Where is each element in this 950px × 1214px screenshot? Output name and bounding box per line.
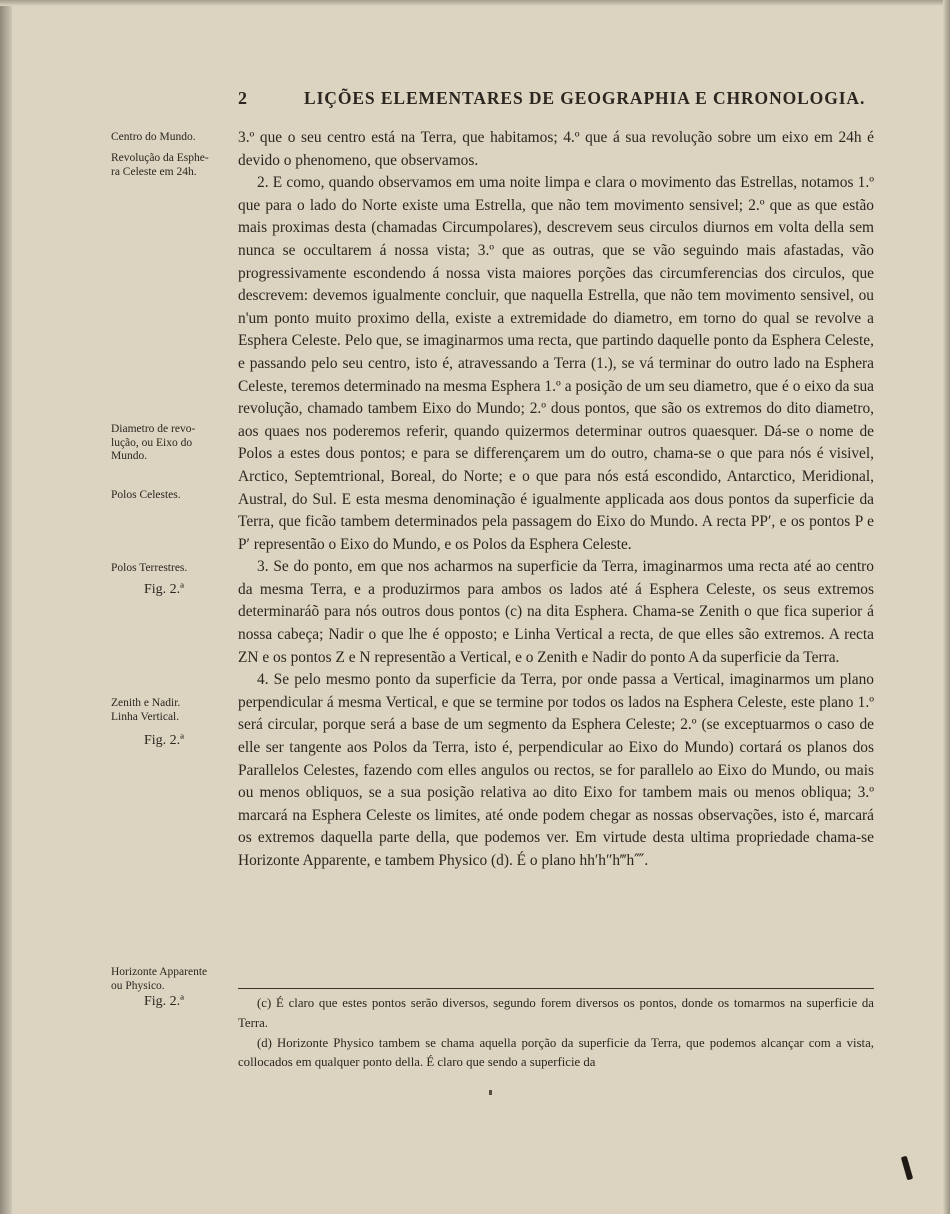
paragraph: 3.º que o seu centro está na Terra, que habitamos; 4.º que á sua revolução sobre um eixo em 24h é devido o phenomeno, que observamos. [238,129,874,169]
margin-note-line: Mundo. [111,450,148,462]
margin-note-line: Zenith e Nadir. [111,697,181,709]
paragraph: 2. E como, quando observamos em uma noite limpa e clara o movimento das Estrellas, notamos 1.º que para o lado do Norte existe uma Estrella, que não tem movimento sensivel; 2.º que as que estão mais proximas desta (chamadas Circumpolares), descrevem seus circulos diurnos em volta della sem nunca se occultarem á nossa vista; 3.º que as outras, que se vão seguindo mais afastadas, vão progressivamente escondendo á nossa vista maiores porções das circumferencias dos circulos, que descrevem: devemos igualmente concluir, que naquella Estrella, que não tem movimento sensivel, ou n'um ponto muito proximo della, existe a extremidade do diametro, em torno do qual se revolve a Esphera Celeste. Pelo que, se imaginarmos uma recta, que partindo daquelle ponto da Esphera Celeste, e passando pelo seu centro, isto é, atravessando a Terra (1.), se vá terminar do outro lado na Esphera Celeste, teremos determinado na mesma Esphera 1.º a posição de um seu diametro, que é o eixo da sua revolução, chamado tambem Eixo do Mundo; 2.º dous pontos, que são os extremos do dito diametro, aos quaes nos poderemos referir, quando quizermos determinar outros quaesquer. Dá-se o nome de Polos a estes dous pontos; e para se differençarem um do outro, chama-se o que para nós é visivel, Arctico, Septemtrional, Boreal, do Norte; e o que para nós está escondido, Antarctico, Meridional, Austral, do Sul. E esta mesma denominação é igualmente applicada aos dous pontos da superficie da Terra, que ficão tambem determinados pela passagem do Eixo do Mundo. A recta PP′, e os pontos P e P′ representão o Eixo do Mundo, e os Polos da Esphera Celeste. [238,174,874,553]
margin-note-line: Linha Vertical. [111,710,180,723]
margin-note-line: Horizonte Apparente [111,966,208,978]
paragraph: 3. Se do ponto, em que nos acharmos na superficie da Terra, imaginarmos uma recta até ao centro da mesma Terra, e a produzirmos para ambos os lados até á Esphera Celeste, os seus extremos determinaráõ para nós outros dous pontos (c) na dita Esphera. Chama-se Zenith o que fica superior á nossa cabeça; Nadir o que lhe é opposto; e Linha Vertical a recta, de que elles são extremos. A recta ZN e os pontos Z e N representão a Vertical, e o Zenith e Nadir do ponto A da superficie da Terra. [238,558,874,666]
footnote: (c) É claro que estes pontos serão diversos, segundo forem diversos os pontos, donde os tomarmos na superficie da Terra. [238,996,874,1030]
footnote-rule [238,988,874,989]
scan-right-edge [943,0,950,1214]
margin-note-polos-terrestres [111,562,236,576]
margin-note-line: Diametro de revo- [111,423,196,435]
ink-speck [489,1090,492,1095]
margin-note-line: lução, ou Eixo do [111,436,193,449]
footnote: (d) Horizonte Physico tambem se chama aquella porção da superficie da Terra, que podemos alcançar com a vista, collocados em qualquer ponto della. É claro que sendo a superficie da [238,1035,874,1070]
running-header [238,88,866,112]
margin-note-horizonte [111,966,236,993]
running-title: LIÇÕES ELEMENTARES DE GEOGRAPHIA E CHRONOLOGIA. [304,88,866,108]
margin-note-line: ra Celeste em 24h. [111,165,197,178]
body-text [238,127,874,873]
page-number: 2 [238,88,247,108]
margin-note-line: Polos Terrestres. [111,562,188,574]
margin-note-line: Polos Celestes. [111,489,181,501]
figure-reference: Fig. 2.ª [144,582,185,597]
figure-reference: Fig. 2.ª [144,733,185,748]
footnotes [238,994,874,1073]
margin-note-line: Revolução da Esphe- [111,152,209,164]
margin-note-revolucao [111,152,236,179]
margin-note-line: ou Physico. [111,979,165,992]
margin-note-polos-celestes [111,489,236,503]
margin-note-zenith-nadir [111,697,236,724]
scan-left-edge [0,0,12,1214]
margin-note-diametro [111,423,236,464]
margin-note-centro-do-mundo [111,131,236,145]
paragraph: 4. Se pelo mesmo ponto da superficie da Terra, por onde passa a Vertical, imaginarmos um plano perpendicular á mesma Vertical, e que se termine por todos os lados na Esphera Celeste, este plano 1.º será circular, porque será a base de um segmento da Esphera Celeste; 2.º (se exceptuarmos o caso de elle ser tangente aos Polos da Terra, isto é, perpendicular ao Eixo do Mundo) cortará os planos dos Parallelos Celestes, fazendo com elles angulos ou rectos, se for parallelo ao Eixo do Mundo, ou mais ou menos obliquos, se a sua posição relativa ao dito Eixo for tambem mais ou menos obliqua; 3.º marcará na Esphera Celeste os limites, até onde podem chegar as nossas observações, isto é, marcará os extremos daquella parte della, que podemos ver. Em virtude desta ultima propriedade chama-se Horizonte Apparente, e tambem Physico (d). É o plano hh′h″h‴h⁗. [238,671,874,869]
ink-stroke-mark [901,1156,913,1181]
scan-top-edge [0,0,950,6]
figure-reference: Fig. 2.ª [144,994,185,1009]
margin-note-line: Centro do Mundo. [111,131,196,143]
